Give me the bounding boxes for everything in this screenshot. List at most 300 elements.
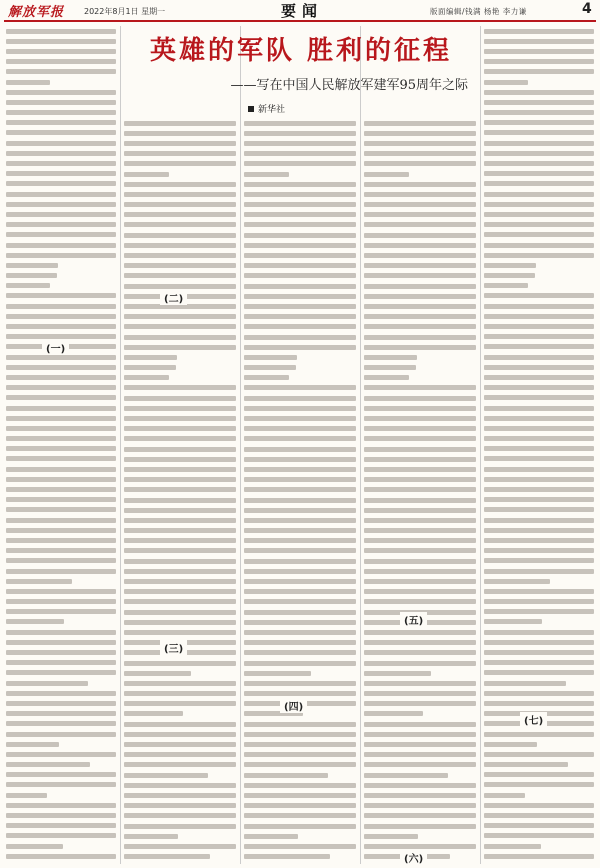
text-line	[6, 291, 116, 301]
text-line	[484, 281, 594, 291]
text-line	[124, 220, 236, 230]
text-line	[124, 556, 236, 566]
text-line	[124, 719, 236, 729]
text-line	[244, 739, 356, 749]
text-line	[6, 301, 116, 311]
masthead	[0, 0, 600, 22]
text-line	[484, 770, 594, 780]
text-line	[244, 617, 356, 627]
text-line	[484, 158, 594, 168]
text-line	[244, 169, 356, 179]
text-line	[484, 556, 594, 566]
text-line	[6, 668, 116, 678]
text-line	[6, 444, 116, 454]
text-line	[244, 403, 356, 413]
text-line	[6, 678, 116, 688]
text-line	[364, 393, 476, 403]
text-line	[6, 617, 116, 627]
text-line	[6, 658, 116, 668]
text-line	[484, 118, 594, 128]
text-line	[124, 413, 236, 423]
text-line	[6, 607, 116, 617]
text-line	[484, 189, 594, 199]
text-line	[244, 383, 356, 393]
text-line	[244, 729, 356, 739]
text-line	[124, 138, 236, 148]
section-heading: (四)	[280, 698, 307, 713]
text-line	[124, 373, 236, 383]
text-line	[244, 770, 356, 780]
text-column-4	[364, 118, 476, 864]
text-line	[364, 128, 476, 138]
text-line	[124, 322, 236, 332]
text-line	[6, 719, 116, 729]
text-line	[6, 169, 116, 179]
text-line	[6, 26, 116, 36]
text-column-2-top	[124, 26, 236, 34]
text-line	[484, 810, 594, 820]
text-line	[6, 118, 116, 128]
text-line	[364, 627, 476, 637]
text-line	[6, 413, 116, 423]
text-line	[364, 556, 476, 566]
text-line	[364, 678, 476, 688]
section-heading: (五)	[400, 612, 427, 627]
text-line	[6, 260, 116, 270]
text-line	[484, 546, 594, 556]
text-line	[364, 383, 476, 393]
text-line	[6, 810, 116, 820]
text-line	[244, 648, 356, 658]
text-line	[124, 831, 236, 841]
text-line	[484, 342, 594, 352]
text-line	[364, 709, 476, 719]
text-line	[124, 363, 236, 373]
text-line	[244, 240, 356, 250]
text-line	[124, 607, 236, 617]
text-line	[6, 709, 116, 719]
text-line	[484, 138, 594, 148]
text-line	[484, 760, 594, 770]
text-line	[484, 505, 594, 515]
text-line	[6, 403, 116, 413]
text-line	[244, 821, 356, 831]
text-line	[364, 770, 476, 780]
text-line	[124, 485, 236, 495]
text-line	[364, 475, 476, 485]
text-line	[364, 149, 476, 159]
text-line	[364, 312, 476, 322]
text-line	[364, 495, 476, 505]
text-line	[6, 556, 116, 566]
page-editors: 版面编辑/钱满 杨艳 李力谦	[430, 7, 527, 16]
text-line	[6, 311, 116, 321]
text-line	[244, 434, 356, 444]
text-line	[6, 770, 116, 780]
text-line	[124, 709, 236, 719]
text-line	[484, 729, 594, 739]
issue-date: 2022年8月1日 星期一	[84, 7, 166, 16]
text-line	[124, 780, 236, 790]
text-line	[364, 169, 476, 179]
masthead-rule	[4, 20, 596, 22]
article-title-block	[122, 36, 480, 93]
text-line	[124, 250, 236, 260]
text-line	[364, 821, 476, 831]
text-column-1	[6, 26, 116, 864]
text-line	[6, 189, 116, 199]
text-line	[124, 383, 236, 393]
text-line	[484, 464, 594, 474]
text-line	[484, 637, 594, 647]
text-line	[6, 77, 116, 87]
text-line	[364, 281, 476, 291]
text-line	[484, 647, 594, 657]
text-line	[244, 587, 356, 597]
text-line	[6, 108, 116, 118]
text-line	[6, 250, 116, 260]
text-line	[364, 566, 476, 576]
text-line	[244, 149, 356, 159]
text-line	[484, 220, 594, 230]
text-line	[484, 739, 594, 749]
text-line	[364, 515, 476, 525]
text-line	[364, 719, 476, 729]
text-line	[484, 586, 594, 596]
text-line	[364, 159, 476, 169]
text-line	[364, 363, 476, 373]
text-line	[484, 515, 594, 525]
text-line	[244, 831, 356, 841]
text-line	[6, 383, 116, 393]
text-line	[244, 750, 356, 760]
text-line	[484, 97, 594, 107]
text-line	[6, 821, 116, 831]
text-line	[124, 179, 236, 189]
text-line	[6, 474, 116, 484]
text-line	[6, 158, 116, 168]
column-divider	[120, 26, 121, 864]
text-line	[364, 291, 476, 301]
text-line	[244, 780, 356, 790]
article-subtitle: ——写在中国人民解放军建军95周年之际	[230, 78, 468, 93]
text-line	[244, 454, 356, 464]
text-line	[364, 413, 476, 423]
text-line	[6, 739, 116, 749]
text-line	[244, 291, 356, 301]
text-line	[244, 342, 356, 352]
text-line	[244, 852, 356, 862]
text-line	[244, 597, 356, 607]
text-line	[6, 495, 116, 505]
text-line	[244, 271, 356, 281]
text-line	[484, 444, 594, 454]
text-line	[124, 699, 236, 709]
text-line	[244, 658, 356, 668]
text-line	[124, 587, 236, 597]
text-line	[6, 760, 116, 770]
text-line	[124, 169, 236, 179]
text-line	[244, 352, 356, 362]
text-line	[124, 566, 236, 576]
text-line	[244, 719, 356, 729]
text-line	[124, 464, 236, 474]
text-line	[6, 230, 116, 240]
text-line	[124, 495, 236, 505]
text-line	[484, 851, 594, 861]
text-line	[484, 57, 594, 67]
text-line	[484, 434, 594, 444]
text-line	[244, 322, 356, 332]
text-line	[124, 240, 236, 250]
text-line	[364, 780, 476, 790]
article-headline: 英雄的军队 胜利的征程	[149, 36, 453, 66]
text-line	[364, 444, 476, 454]
text-line	[484, 688, 594, 698]
text-line	[244, 811, 356, 821]
text-line	[484, 311, 594, 321]
text-line	[364, 648, 476, 658]
text-line	[364, 373, 476, 383]
text-line	[364, 220, 476, 230]
text-line	[364, 750, 476, 760]
text-line	[244, 159, 356, 169]
text-line	[6, 576, 116, 586]
text-line	[124, 393, 236, 403]
column-divider	[480, 26, 481, 864]
text-line	[124, 811, 236, 821]
text-line	[484, 128, 594, 138]
text-line	[124, 352, 236, 362]
text-line	[484, 199, 594, 209]
text-line	[6, 627, 116, 637]
text-line	[244, 841, 356, 851]
text-line	[124, 546, 236, 556]
text-line	[6, 464, 116, 474]
text-line	[484, 566, 594, 576]
text-line	[484, 668, 594, 678]
text-line	[124, 475, 236, 485]
text-line	[6, 484, 116, 494]
section-heading: (六)	[400, 850, 427, 865]
text-line	[6, 800, 116, 810]
text-line	[244, 536, 356, 546]
text-line	[484, 780, 594, 790]
text-line	[6, 97, 116, 107]
text-line	[484, 260, 594, 270]
text-line	[6, 281, 116, 291]
text-line	[484, 474, 594, 484]
text-line	[124, 576, 236, 586]
text-line	[124, 739, 236, 749]
text-line	[484, 46, 594, 56]
text-line	[364, 332, 476, 342]
text-line	[6, 525, 116, 535]
text-line	[244, 526, 356, 536]
text-line	[364, 301, 476, 311]
text-line	[6, 67, 116, 77]
text-line	[124, 200, 236, 210]
text-line	[364, 342, 476, 352]
text-line	[364, 454, 476, 464]
text-line	[124, 434, 236, 444]
text-line	[484, 67, 594, 77]
text-line	[484, 841, 594, 851]
text-line	[484, 749, 594, 759]
text-line	[244, 546, 356, 556]
text-line	[244, 638, 356, 648]
text-line	[6, 515, 116, 525]
text-line	[124, 149, 236, 159]
text-line	[124, 668, 236, 678]
text-line	[244, 475, 356, 485]
text-line	[364, 668, 476, 678]
text-line	[484, 413, 594, 423]
text-column-2	[124, 118, 236, 864]
text-line	[484, 301, 594, 311]
text-line	[124, 597, 236, 607]
text-line	[484, 698, 594, 708]
text-line	[484, 383, 594, 393]
text-line	[364, 261, 476, 271]
text-line	[364, 587, 476, 597]
text-line	[124, 189, 236, 199]
text-line	[244, 128, 356, 138]
text-line	[484, 362, 594, 372]
text-line	[244, 678, 356, 688]
text-line	[484, 291, 594, 301]
text-line	[6, 586, 116, 596]
text-line	[484, 26, 594, 36]
text-line	[6, 87, 116, 97]
text-line	[364, 189, 476, 199]
text-line	[6, 240, 116, 250]
text-line	[244, 627, 356, 637]
text-line	[244, 801, 356, 811]
text-line	[244, 495, 356, 505]
page-number: 4	[582, 1, 592, 17]
text-line	[124, 444, 236, 454]
text-line	[484, 790, 594, 800]
text-line	[6, 647, 116, 657]
byline-bullet-icon	[248, 106, 254, 112]
text-line	[6, 271, 116, 281]
text-line	[364, 760, 476, 770]
text-line	[484, 678, 594, 688]
text-line	[6, 831, 116, 841]
text-line	[124, 658, 236, 668]
text-line	[484, 525, 594, 535]
text-line	[364, 526, 476, 536]
text-line	[484, 607, 594, 617]
text-line	[364, 210, 476, 220]
text-line	[484, 658, 594, 668]
article-byline	[248, 102, 285, 115]
text-line	[364, 597, 476, 607]
section-heading: (一)	[42, 340, 69, 355]
text-line	[244, 373, 356, 383]
text-line	[124, 750, 236, 760]
text-line	[484, 831, 594, 841]
text-line	[484, 454, 594, 464]
text-line	[6, 46, 116, 56]
text-line	[484, 352, 594, 362]
text-line	[244, 515, 356, 525]
text-line	[484, 597, 594, 607]
text-line	[364, 230, 476, 240]
text-line	[6, 780, 116, 790]
text-line	[364, 424, 476, 434]
text-line	[6, 688, 116, 698]
text-line	[124, 627, 236, 637]
text-line	[484, 108, 594, 118]
text-line	[6, 57, 116, 67]
text-line	[244, 138, 356, 148]
text-line	[6, 423, 116, 433]
text-line	[124, 332, 236, 342]
text-column-5	[484, 26, 594, 864]
text-line	[244, 424, 356, 434]
text-line	[244, 189, 356, 199]
text-line	[6, 790, 116, 800]
text-line	[364, 546, 476, 556]
text-line	[124, 312, 236, 322]
text-line	[364, 240, 476, 250]
text-line	[364, 790, 476, 800]
text-line	[484, 332, 594, 342]
text-line	[124, 261, 236, 271]
text-line	[364, 739, 476, 749]
text-line	[6, 138, 116, 148]
text-line	[6, 362, 116, 372]
text-line	[244, 393, 356, 403]
text-line	[124, 790, 236, 800]
text-line	[6, 454, 116, 464]
text-line	[6, 128, 116, 138]
column-divider	[360, 26, 361, 864]
text-line	[6, 566, 116, 576]
text-line	[244, 332, 356, 342]
text-line	[6, 637, 116, 647]
text-line	[364, 118, 476, 128]
text-line	[244, 790, 356, 800]
text-line	[364, 434, 476, 444]
text-line	[364, 699, 476, 709]
text-line	[244, 312, 356, 322]
text-line	[124, 536, 236, 546]
text-line	[484, 240, 594, 250]
text-line	[484, 821, 594, 831]
text-line	[364, 831, 476, 841]
text-line	[484, 36, 594, 46]
text-line	[124, 210, 236, 220]
text-line	[364, 658, 476, 668]
text-line	[244, 363, 356, 373]
text-line	[6, 393, 116, 403]
text-line	[364, 138, 476, 148]
text-line	[364, 352, 476, 362]
text-line	[244, 576, 356, 586]
text-line	[124, 515, 236, 525]
text-line	[484, 169, 594, 179]
text-line	[244, 464, 356, 474]
text-line	[124, 689, 236, 699]
section-heading: (二)	[160, 290, 187, 305]
text-line	[6, 851, 116, 861]
text-line	[124, 230, 236, 240]
text-line	[6, 434, 116, 444]
text-line	[6, 729, 116, 739]
